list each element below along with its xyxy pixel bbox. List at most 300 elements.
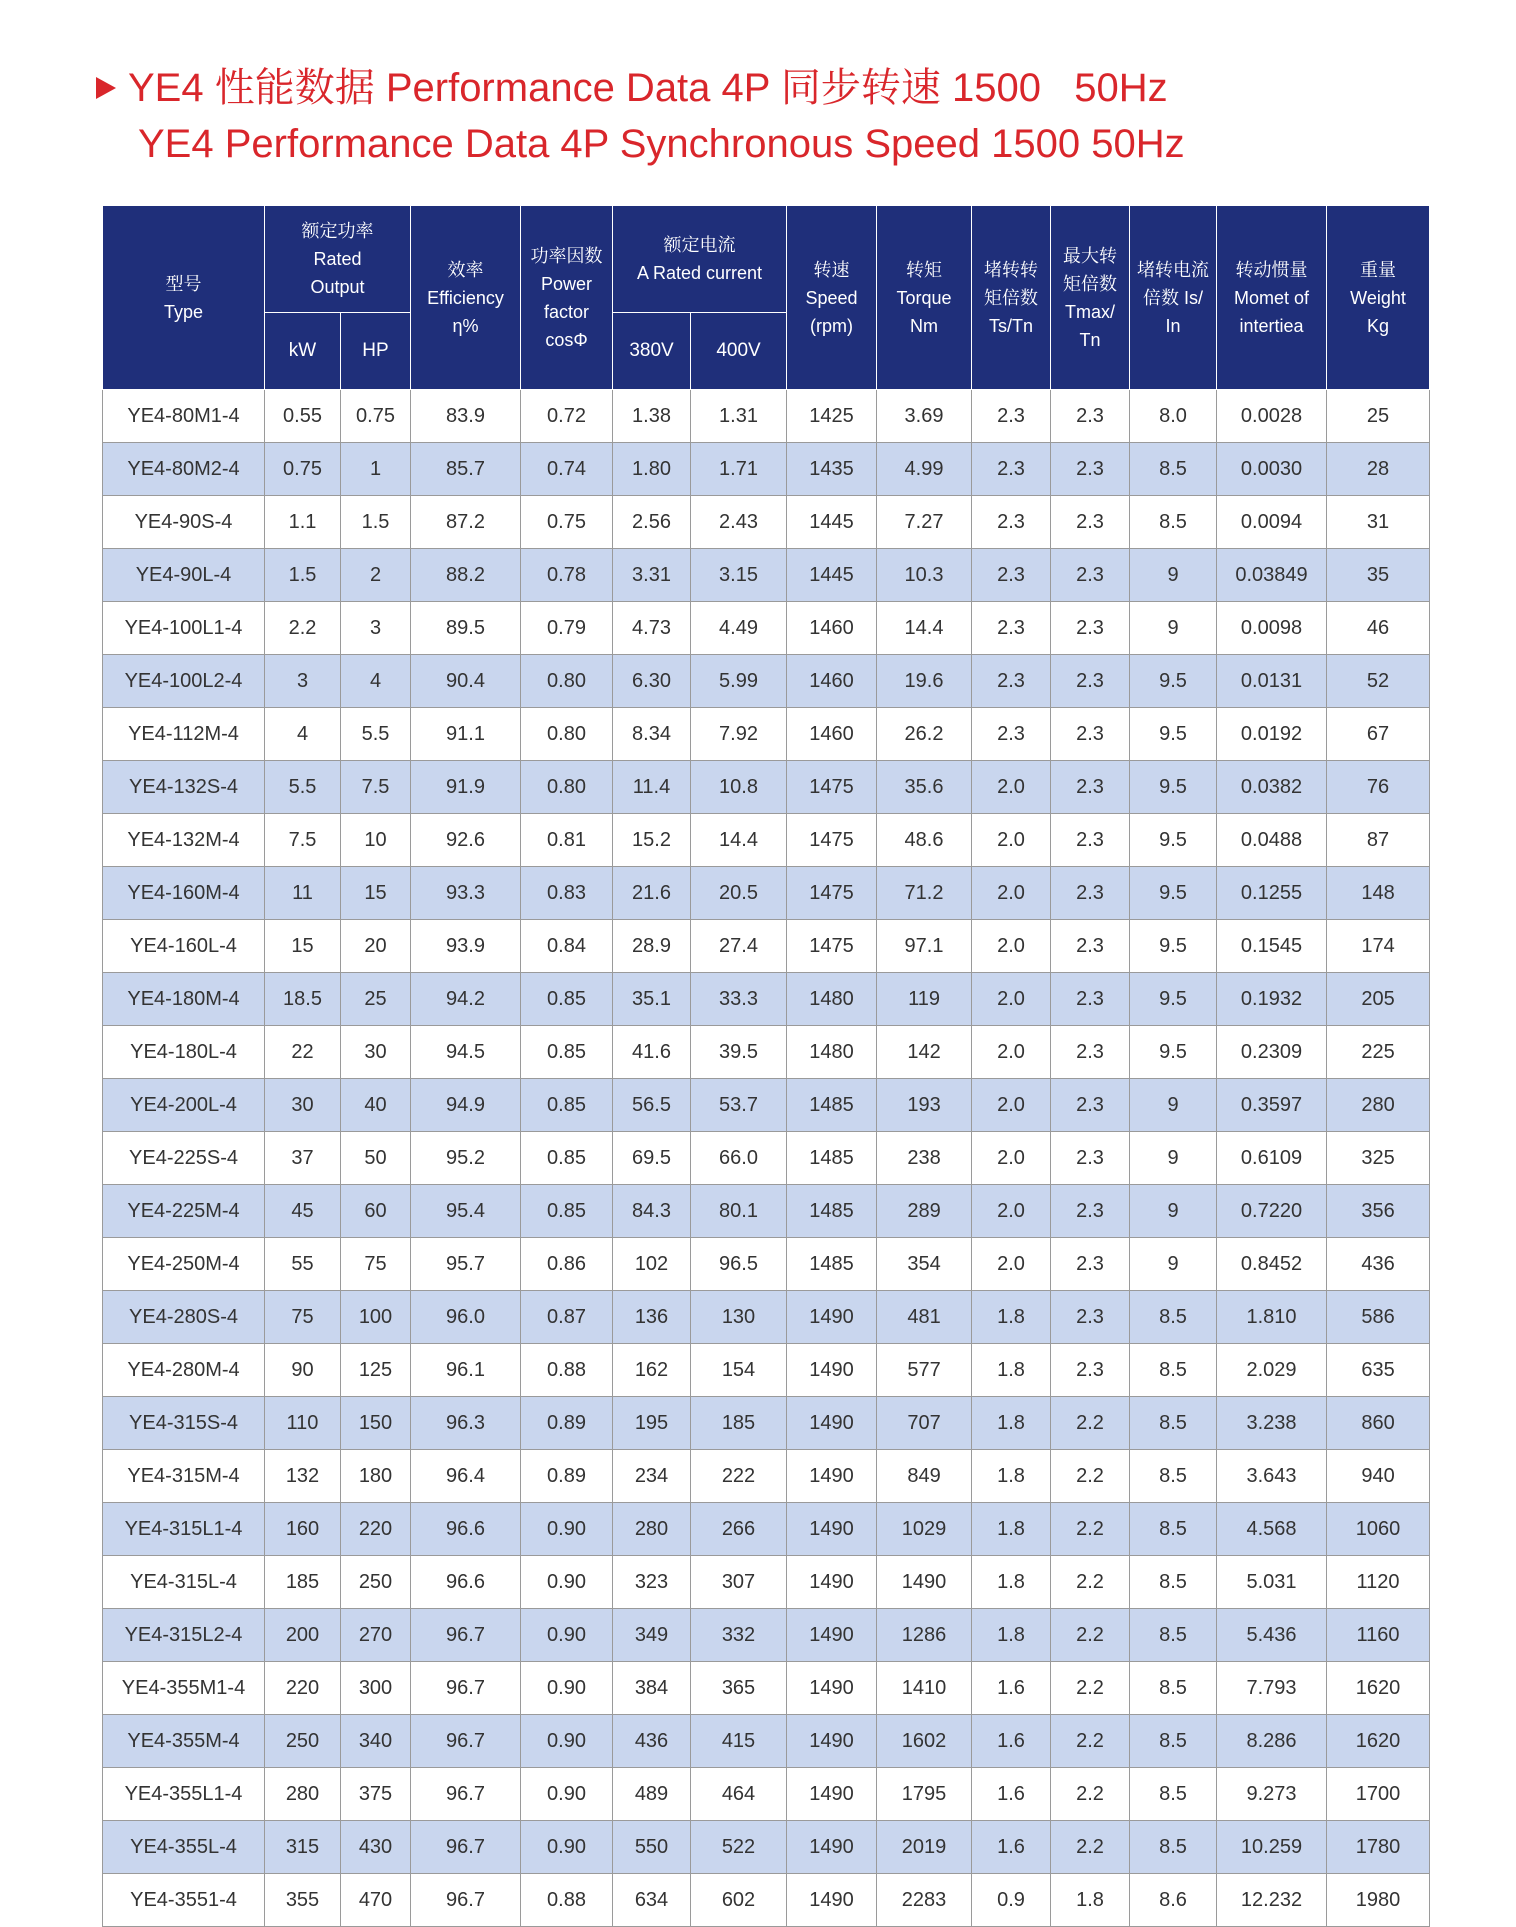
table-row	[103, 602, 1430, 655]
table-cell: 148	[1327, 867, 1430, 920]
table-row	[103, 920, 1430, 973]
table-cell: 266	[691, 1503, 787, 1556]
table-cell: 9	[1130, 1079, 1217, 1132]
table-cell: 634	[613, 1874, 691, 1927]
table-cell: 21.6	[613, 867, 691, 920]
table-cell: 1425	[787, 390, 877, 443]
table-row	[103, 549, 1430, 602]
table-cell: 200	[265, 1609, 341, 1662]
table-cell: 9.5	[1130, 761, 1217, 814]
table-cell: 1.8	[1051, 1874, 1130, 1927]
table-cell: 8.0	[1130, 390, 1217, 443]
table-cell: 91.9	[411, 761, 521, 814]
table-cell: 2.0	[972, 1185, 1051, 1238]
table-cell: 315	[265, 1821, 341, 1874]
table-cell: 93.3	[411, 867, 521, 920]
table-cell: 0.87	[521, 1291, 613, 1344]
table-cell: 93.9	[411, 920, 521, 973]
table-cell: 8.5	[1130, 1715, 1217, 1768]
table-cell: 5.99	[691, 655, 787, 708]
table-cell: 39.5	[691, 1026, 787, 1079]
table-cell: 0.90	[521, 1768, 613, 1821]
table-cell: 1490	[877, 1556, 972, 1609]
table-cell: 2.2	[1051, 1821, 1130, 1874]
table-cell: 75	[341, 1238, 411, 1291]
table-cell: 1445	[787, 549, 877, 602]
table-cell: 323	[613, 1556, 691, 1609]
table-cell: 1060	[1327, 1503, 1430, 1556]
table-row	[103, 1450, 1430, 1503]
table-cell: 0.85	[521, 973, 613, 1026]
table-cell: 110	[265, 1397, 341, 1450]
table-cell: 142	[877, 1026, 972, 1079]
table-cell: 80.1	[691, 1185, 787, 1238]
table-cell: YE4-355L-4	[103, 1821, 265, 1874]
table-cell: 2.3	[1051, 549, 1130, 602]
table-cell: 1.5	[341, 496, 411, 549]
header-type: 型号 Type	[103, 206, 265, 390]
table-cell: 0.8452	[1217, 1238, 1327, 1291]
table-cell: 356	[1327, 1185, 1430, 1238]
table-cell: 2.2	[1051, 1768, 1130, 1821]
table-row	[103, 761, 1430, 814]
table-cell: 2.3	[1051, 1185, 1130, 1238]
table-cell: 2.3	[972, 655, 1051, 708]
table-cell: 1490	[787, 1874, 877, 1927]
table-cell: 0.9	[972, 1874, 1051, 1927]
table-cell: 40	[341, 1079, 411, 1132]
table-cell: 96.7	[411, 1609, 521, 1662]
table-cell: 1490	[787, 1715, 877, 1768]
table-row	[103, 708, 1430, 761]
header-weight: 重量 Weight Kg	[1327, 206, 1430, 390]
table-cell: 94.5	[411, 1026, 521, 1079]
header-tmax-tn: 最大转 矩倍数 Tmax/ Tn	[1051, 206, 1130, 390]
table-row	[103, 1609, 1430, 1662]
table-cell: YE4-225M-4	[103, 1185, 265, 1238]
table-cell: YE4-80M1-4	[103, 390, 265, 443]
table-cell: 10.259	[1217, 1821, 1327, 1874]
table-cell: YE4-315L2-4	[103, 1609, 265, 1662]
table-cell: 3.15	[691, 549, 787, 602]
table-cell: 2.2	[1051, 1609, 1130, 1662]
table-cell: 602	[691, 1874, 787, 1927]
table-cell: 1620	[1327, 1715, 1430, 1768]
table-cell: 94.2	[411, 973, 521, 1026]
table-cell: 1.8	[972, 1344, 1051, 1397]
table-cell: 2.3	[1051, 761, 1130, 814]
table-cell: 280	[613, 1503, 691, 1556]
table-cell: 0.3597	[1217, 1079, 1327, 1132]
table-cell: 1485	[787, 1079, 877, 1132]
table-cell: 67	[1327, 708, 1430, 761]
table-cell: 89.5	[411, 602, 521, 655]
table-cell: 340	[341, 1715, 411, 1768]
table-row	[103, 867, 1430, 920]
header-400v: 400V	[691, 313, 787, 390]
table-cell: 195	[613, 1397, 691, 1450]
table-cell: 150	[341, 1397, 411, 1450]
table-row	[103, 814, 1430, 867]
table-cell: 2.3	[1051, 1132, 1130, 1185]
table-cell: 0.0382	[1217, 761, 1327, 814]
table-cell: 3	[341, 602, 411, 655]
header-rated-output: 额定功率 Rated Output	[265, 206, 411, 313]
table-cell: 0.0098	[1217, 602, 1327, 655]
table-cell: YE4-160L-4	[103, 920, 265, 973]
table-cell: 15	[341, 867, 411, 920]
table-cell: 1490	[787, 1556, 877, 1609]
table-cell: 222	[691, 1450, 787, 1503]
table-cell: 2.3	[1051, 1079, 1130, 1132]
table-cell: 26.2	[877, 708, 972, 761]
table-cell: 2.2	[1051, 1715, 1130, 1768]
table-cell: 2.3	[1051, 867, 1130, 920]
table-cell: 119	[877, 973, 972, 1026]
table-cell: 1460	[787, 655, 877, 708]
table-cell: 1490	[787, 1397, 877, 1450]
table-cell: 2.3	[972, 443, 1051, 496]
table-cell: 22	[265, 1026, 341, 1079]
table-cell: 48.6	[877, 814, 972, 867]
table-cell: 1.8	[972, 1556, 1051, 1609]
table-cell: 96.1	[411, 1344, 521, 1397]
table-cell: 100	[341, 1291, 411, 1344]
table-cell: 1490	[787, 1768, 877, 1821]
table-cell: 1475	[787, 920, 877, 973]
table-cell: 0.90	[521, 1556, 613, 1609]
table-cell: 3	[265, 655, 341, 708]
table-cell: 8.5	[1130, 1503, 1217, 1556]
table-cell: 1795	[877, 1768, 972, 1821]
table-cell: 0.75	[521, 496, 613, 549]
table-cell: 0.89	[521, 1450, 613, 1503]
table-cell: 50	[341, 1132, 411, 1185]
table-cell: 2.3	[1051, 655, 1130, 708]
table-cell: 0.0488	[1217, 814, 1327, 867]
table-cell: YE4-132M-4	[103, 814, 265, 867]
table-cell: 0.1932	[1217, 973, 1327, 1026]
table-cell: 2.2	[1051, 1556, 1130, 1609]
table-row	[103, 1291, 1430, 1344]
table-cell: 2.3	[972, 549, 1051, 602]
page-title	[96, 60, 1185, 172]
table-cell: 1.6	[972, 1821, 1051, 1874]
table-cell: 25	[1327, 390, 1430, 443]
table-row	[103, 655, 1430, 708]
table-cell: 0.85	[521, 1132, 613, 1185]
table-cell: 860	[1327, 1397, 1430, 1450]
table-cell: 15	[265, 920, 341, 973]
table-cell: YE4-355M1-4	[103, 1662, 265, 1715]
table-cell: 280	[265, 1768, 341, 1821]
table-row	[103, 1556, 1430, 1609]
table-cell: 96.4	[411, 1450, 521, 1503]
table-cell: 92.6	[411, 814, 521, 867]
table-row	[103, 1132, 1430, 1185]
table-row	[103, 1079, 1430, 1132]
table-cell: 162	[613, 1344, 691, 1397]
table-cell: 185	[265, 1556, 341, 1609]
table-cell: 1.8	[972, 1450, 1051, 1503]
table-cell: 1.6	[972, 1715, 1051, 1768]
table-cell: 46	[1327, 602, 1430, 655]
table-cell: 102	[613, 1238, 691, 1291]
table-cell: 87.2	[411, 496, 521, 549]
table-cell: 37	[265, 1132, 341, 1185]
table-cell: 4	[265, 708, 341, 761]
table-cell: 1.80	[613, 443, 691, 496]
table-cell: 8.5	[1130, 1768, 1217, 1821]
table-cell: 87	[1327, 814, 1430, 867]
table-cell: YE4-100L1-4	[103, 602, 265, 655]
header-efficiency: 效率 Efficiency η%	[411, 206, 521, 390]
table-cell: 2	[341, 549, 411, 602]
table-cell: 8.5	[1130, 1397, 1217, 1450]
table-cell: 4	[341, 655, 411, 708]
table-cell: 19.6	[877, 655, 972, 708]
table-cell: 2.43	[691, 496, 787, 549]
table-cell: YE4-3551-4	[103, 1874, 265, 1927]
table-cell: YE4-315L1-4	[103, 1503, 265, 1556]
table-cell: 174	[1327, 920, 1430, 973]
table-cell: 430	[341, 1821, 411, 1874]
table-cell: 56.5	[613, 1079, 691, 1132]
table-cell: 0.90	[521, 1609, 613, 1662]
table-cell: 20	[341, 920, 411, 973]
table-cell: 2.2	[265, 602, 341, 655]
table-cell: YE4-80M2-4	[103, 443, 265, 496]
table-cell: 0.80	[521, 761, 613, 814]
table-cell: 1480	[787, 1026, 877, 1079]
table-cell: 0.0094	[1217, 496, 1327, 549]
table-cell: 130	[691, 1291, 787, 1344]
table-cell: 5.5	[341, 708, 411, 761]
table-cell: 0.1255	[1217, 867, 1327, 920]
table-cell: 522	[691, 1821, 787, 1874]
table-cell: 635	[1327, 1344, 1430, 1397]
table-cell: 2.0	[972, 1079, 1051, 1132]
table-cell: 300	[341, 1662, 411, 1715]
table-row	[103, 1662, 1430, 1715]
table-cell: 41.6	[613, 1026, 691, 1079]
table-cell: 96.6	[411, 1556, 521, 1609]
table-cell: 96.7	[411, 1715, 521, 1768]
table-cell: 35.6	[877, 761, 972, 814]
table-cell: 1485	[787, 1238, 877, 1291]
table-cell: 55	[265, 1238, 341, 1291]
table-cell: 0.89	[521, 1397, 613, 1450]
table-cell: 1.8	[972, 1503, 1051, 1556]
table-cell: 220	[265, 1662, 341, 1715]
table-cell: 1475	[787, 814, 877, 867]
header-torque: 转矩 Torque Nm	[877, 206, 972, 390]
table-cell: 3.643	[1217, 1450, 1327, 1503]
table-cell: 0.78	[521, 549, 613, 602]
table-cell: 180	[341, 1450, 411, 1503]
table-cell: 136	[613, 1291, 691, 1344]
table-cell: 1.8	[972, 1609, 1051, 1662]
table-cell: 5.031	[1217, 1556, 1327, 1609]
table-cell: 9	[1130, 602, 1217, 655]
table-cell: 4.568	[1217, 1503, 1327, 1556]
table-cell: 71.2	[877, 867, 972, 920]
table-cell: 160	[265, 1503, 341, 1556]
table-cell: 0.7220	[1217, 1185, 1327, 1238]
table-cell: 940	[1327, 1450, 1430, 1503]
table-cell: YE4-315M-4	[103, 1450, 265, 1503]
table-cell: 225	[1327, 1026, 1430, 1079]
table-cell: 2.0	[972, 1026, 1051, 1079]
table-cell: 1120	[1327, 1556, 1430, 1609]
table-row	[103, 1185, 1430, 1238]
table-cell: 1980	[1327, 1874, 1430, 1927]
table-cell: 94.9	[411, 1079, 521, 1132]
table-cell: 1460	[787, 602, 877, 655]
table-cell: 354	[877, 1238, 972, 1291]
table-cell: 2.3	[972, 708, 1051, 761]
table-cell: 1.71	[691, 443, 787, 496]
table-cell: YE4-250M-4	[103, 1238, 265, 1291]
table-cell: YE4-90L-4	[103, 549, 265, 602]
table-cell: 1.5	[265, 549, 341, 602]
table-cell: 0.0131	[1217, 655, 1327, 708]
table-cell: 11.4	[613, 761, 691, 814]
table-cell: 7.92	[691, 708, 787, 761]
table-cell: 1480	[787, 973, 877, 1026]
table-cell: YE4-355L1-4	[103, 1768, 265, 1821]
table-cell: 384	[613, 1662, 691, 1715]
table-cell: 1410	[877, 1662, 972, 1715]
table-cell: YE4-355M-4	[103, 1715, 265, 1768]
table-cell: 4.49	[691, 602, 787, 655]
table-cell: 33.3	[691, 973, 787, 1026]
table-cell: 83.9	[411, 390, 521, 443]
table-cell: 7.793	[1217, 1662, 1327, 1715]
table-body	[103, 390, 1430, 1927]
header-380v: 380V	[613, 313, 691, 390]
table-cell: 1.8	[972, 1397, 1051, 1450]
header-is-in: 堵转电流 倍数 Is/ In	[1130, 206, 1217, 390]
table-cell: 2.0	[972, 1132, 1051, 1185]
table-row	[103, 1503, 1430, 1556]
table-cell: 75	[265, 1291, 341, 1344]
table-cell: 2.3	[972, 496, 1051, 549]
table-cell: 307	[691, 1556, 787, 1609]
table-cell: 2.3	[1051, 708, 1130, 761]
table-cell: 9.5	[1130, 920, 1217, 973]
table-cell: 90.4	[411, 655, 521, 708]
table-cell: 238	[877, 1132, 972, 1185]
table-cell: 8.5	[1130, 1821, 1217, 1874]
table-cell: 31	[1327, 496, 1430, 549]
table-cell: 1445	[787, 496, 877, 549]
table-cell: 154	[691, 1344, 787, 1397]
table-cell: 96.6	[411, 1503, 521, 1556]
table-row	[103, 1238, 1430, 1291]
table-cell: 1286	[877, 1609, 972, 1662]
table-cell: 2.3	[1051, 496, 1130, 549]
table-cell: 0.75	[341, 390, 411, 443]
table-cell: 69.5	[613, 1132, 691, 1185]
table-cell: 8.5	[1130, 1609, 1217, 1662]
table-cell: YE4-280M-4	[103, 1344, 265, 1397]
table-cell: 97.1	[877, 920, 972, 973]
table-cell: 88.2	[411, 549, 521, 602]
table-cell: 280	[1327, 1079, 1430, 1132]
table-cell: 1490	[787, 1609, 877, 1662]
table-cell: 1460	[787, 708, 877, 761]
table-cell: 25	[341, 973, 411, 1026]
table-cell: 9.5	[1130, 814, 1217, 867]
table-cell: YE4-100L2-4	[103, 655, 265, 708]
table-cell: 1.31	[691, 390, 787, 443]
table-cell: 0.81	[521, 814, 613, 867]
table-row	[103, 443, 1430, 496]
table-cell: 96.7	[411, 1821, 521, 1874]
table-cell: 9	[1130, 549, 1217, 602]
table-cell: 8.5	[1130, 496, 1217, 549]
table-row	[103, 973, 1430, 1026]
table-cell: 76	[1327, 761, 1430, 814]
table-cell: 1.1	[265, 496, 341, 549]
table-cell: 2.3	[1051, 920, 1130, 973]
table-cell: 7.5	[265, 814, 341, 867]
table-cell: 489	[613, 1768, 691, 1821]
table-cell: 5.436	[1217, 1609, 1327, 1662]
table-cell: 66.0	[691, 1132, 787, 1185]
table-cell: 0.80	[521, 708, 613, 761]
table-cell: 0.6109	[1217, 1132, 1327, 1185]
table-cell: YE4-132S-4	[103, 761, 265, 814]
table-cell: 1.8	[972, 1291, 1051, 1344]
table-cell: 2.3	[1051, 973, 1130, 1026]
table-cell: 193	[877, 1079, 972, 1132]
table-cell: 2.2	[1051, 1662, 1130, 1715]
table-cell: 2.3	[972, 602, 1051, 655]
header-rated-current: 额定电流 A Rated current	[613, 206, 787, 313]
table-cell: 28	[1327, 443, 1430, 496]
table-cell: 0.55	[265, 390, 341, 443]
table-cell: 0.1545	[1217, 920, 1327, 973]
table-cell: 849	[877, 1450, 972, 1503]
table-cell: 53.7	[691, 1079, 787, 1132]
table-cell: 1029	[877, 1503, 972, 1556]
table-cell: 9.273	[1217, 1768, 1327, 1821]
table-cell: 1475	[787, 761, 877, 814]
table-cell: 1490	[787, 1503, 877, 1556]
table-cell: 0.90	[521, 1821, 613, 1874]
table-cell: 1.6	[972, 1768, 1051, 1821]
table-cell: 3.238	[1217, 1397, 1327, 1450]
table-cell: 1490	[787, 1344, 877, 1397]
table-cell: 9.5	[1130, 867, 1217, 920]
table-cell: 1435	[787, 443, 877, 496]
table-cell: 586	[1327, 1291, 1430, 1344]
table-cell: 1490	[787, 1821, 877, 1874]
table-cell: 1620	[1327, 1662, 1430, 1715]
header-power-factor: 功率因数 Power factor cosΦ	[521, 206, 613, 390]
table-cell: 0.03849	[1217, 549, 1327, 602]
table-cell: 436	[1327, 1238, 1430, 1291]
table-cell: 3.69	[877, 390, 972, 443]
table-cell: 0.90	[521, 1503, 613, 1556]
table-cell: 2.0	[972, 761, 1051, 814]
table-cell: 35	[1327, 549, 1430, 602]
table-cell: 2283	[877, 1874, 972, 1927]
header-kw: kW	[265, 313, 341, 390]
table-row	[103, 496, 1430, 549]
